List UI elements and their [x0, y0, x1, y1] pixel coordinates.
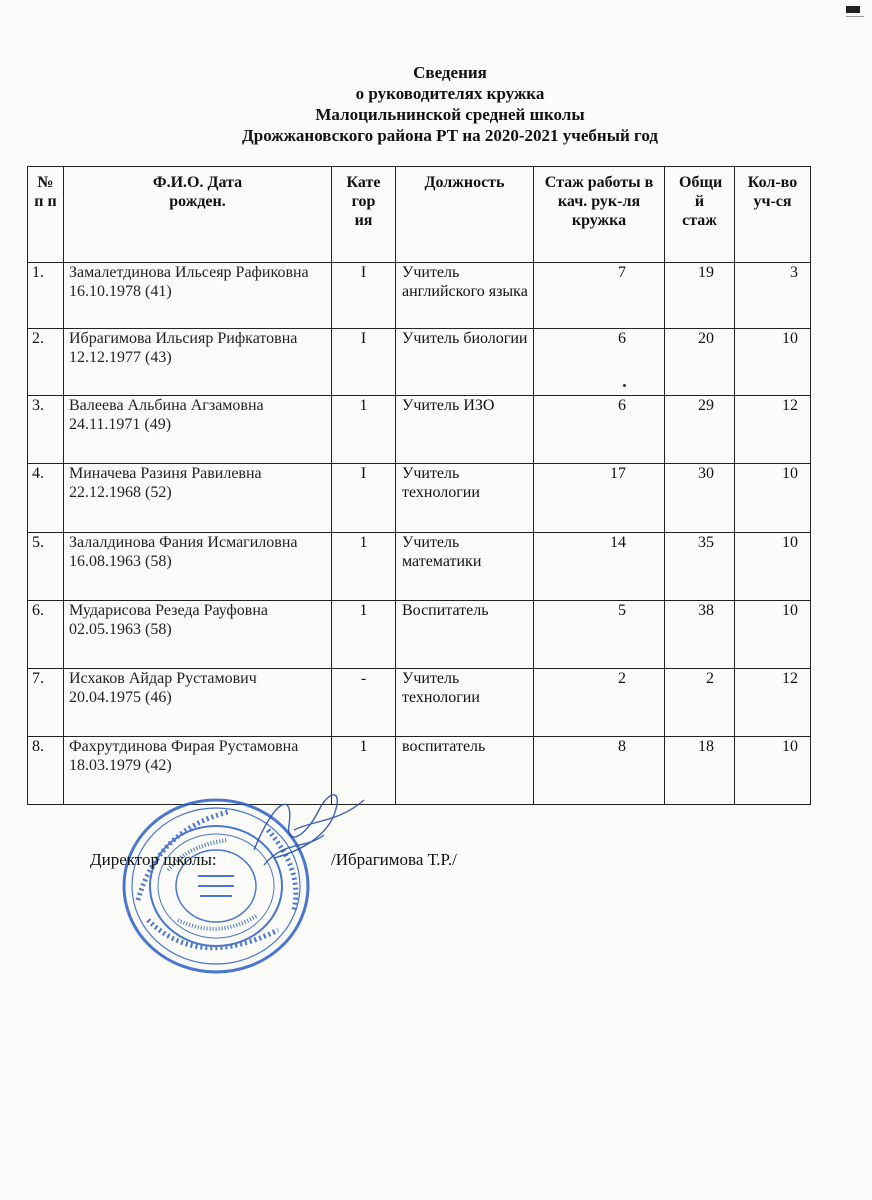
table-row — [28, 533, 811, 601]
table-row — [28, 396, 811, 464]
row-category: I — [332, 329, 396, 396]
row-students-cell — [735, 601, 811, 669]
row-total-exp-cell — [665, 464, 735, 533]
table-row — [28, 263, 811, 329]
row-students-cell — [735, 464, 811, 533]
table-row — [28, 669, 811, 737]
scan-artifact-line — [846, 16, 864, 17]
header-name: Ф.И.О. Дата рожден. — [64, 167, 332, 263]
row-category: I — [332, 263, 396, 329]
director-name: /Ибрагимова Т.Р./ — [331, 850, 457, 869]
row-number: 1. — [28, 263, 64, 329]
table-row — [28, 601, 811, 669]
leaders-table — [27, 166, 811, 805]
row-circle-exp-cell — [534, 601, 665, 669]
row-circle-exp: 6 — [618, 330, 626, 347]
row-birthdate: 16.10.1978 (41) — [69, 283, 172, 300]
director-label: Директор школы: — [90, 850, 217, 869]
row-total-exp-cell — [665, 669, 735, 737]
row-circle-exp: 8 — [618, 738, 626, 755]
row-number: 3. — [28, 396, 64, 464]
row-number: 8. — [28, 737, 64, 805]
row-fullname: Ибрагимова Ильсияр Рифкатовна — [69, 330, 298, 347]
row-total-exp: 2 — [706, 670, 714, 687]
row-birthdate: 24.11.1971 (49) — [69, 416, 172, 433]
row-circle-exp-cell — [534, 464, 665, 533]
table-body — [28, 263, 811, 805]
row-category: 1 — [332, 601, 396, 669]
row-fullname: Исхаков Айдар Рустамович — [69, 670, 257, 687]
row-circle-exp-cell — [534, 533, 665, 601]
row-number: 2. — [28, 329, 64, 396]
row-circle-exp-cell — [534, 329, 665, 396]
row-number: 4. — [28, 464, 64, 533]
row-position: Воспитатель — [396, 601, 534, 669]
row-total-exp: 30 — [698, 465, 714, 482]
row-position: Учитель технологии — [396, 464, 534, 533]
row-position: Учитель математики — [396, 533, 534, 601]
row-category: - — [332, 669, 396, 737]
row-circle-exp-cell — [534, 737, 665, 805]
row-fullname: Фахрутдинова Фирая Рустамовна — [69, 738, 299, 755]
row-students-cell — [735, 669, 811, 737]
row-fullname: Мударисова Резеда Рауфовна — [69, 602, 268, 619]
header-category: Кате гор ия — [332, 167, 396, 263]
row-students: 10 — [782, 465, 798, 482]
row-students: 10 — [782, 330, 798, 347]
row-position: Учитель ИЗО — [396, 396, 534, 464]
row-students: 12 — [782, 670, 798, 687]
header-total-exp: Общи й стаж — [665, 167, 735, 263]
row-name-cell — [64, 464, 332, 533]
row-name-cell — [64, 396, 332, 464]
row-fullname: Валеева Альбина Агзамовна — [69, 397, 264, 414]
row-students: 10 — [782, 738, 798, 755]
row-students: 12 — [782, 397, 798, 414]
title-line-4: Дрожжановского района РТ на 2020-2021 учебный год — [242, 126, 658, 145]
row-total-exp: 20 — [698, 330, 714, 347]
row-total-exp: 35 — [698, 534, 714, 551]
row-birthdate: 20.04.1975 (46) — [69, 689, 172, 706]
row-position: Учитель английского языка — [396, 263, 534, 329]
table-row — [28, 329, 811, 396]
header-num: № п п — [28, 167, 64, 263]
row-total-exp-cell — [665, 533, 735, 601]
row-circle-exp: 5 — [618, 602, 626, 619]
title-line-3: Малоцильнинской средней школы — [315, 105, 585, 124]
row-birthdate: 12.12.1977 (43) — [69, 349, 172, 366]
row-category: 1 — [332, 533, 396, 601]
row-number: 7. — [28, 669, 64, 737]
row-name-cell — [64, 329, 332, 396]
row-students-cell — [735, 329, 811, 396]
row-total-exp: 38 — [698, 602, 714, 619]
row-name-cell — [64, 601, 332, 669]
title-line-2: о руководителях кружка — [355, 84, 545, 103]
row-birthdate: 22.12.1968 (52) — [69, 484, 172, 501]
row-category: 1 — [332, 396, 396, 464]
row-circle-exp: 6 — [618, 397, 626, 414]
row-circle-exp-cell — [534, 396, 665, 464]
row-students-cell — [735, 263, 811, 329]
row-position: Учитель биологии — [396, 329, 534, 396]
row-birthdate: 02.05.1963 (58) — [69, 621, 172, 638]
row-number: 6. — [28, 601, 64, 669]
row-category: I — [332, 464, 396, 533]
row-total-exp-cell — [665, 601, 735, 669]
row-name-cell — [64, 263, 332, 329]
table-header-row — [28, 167, 811, 263]
header-students: Кол-во уч-ся — [735, 167, 811, 263]
row-circle-exp: 14 — [610, 534, 626, 551]
ink-speck — [623, 384, 626, 387]
row-circle-exp: 7 — [618, 264, 626, 281]
row-total-exp: 18 — [698, 738, 714, 755]
row-total-exp-cell — [665, 737, 735, 805]
row-students: 10 — [782, 602, 798, 619]
row-name-cell — [64, 533, 332, 601]
header-position: Должность — [396, 167, 534, 263]
row-total-exp: 19 — [698, 264, 714, 281]
scan-artifact — [846, 6, 860, 13]
row-circle-exp: 17 — [610, 465, 626, 482]
row-total-exp: 29 — [698, 397, 714, 414]
header-circle-exp: Стаж работы в кач. рук-ля кружка — [534, 167, 665, 263]
row-circle-exp-cell — [534, 669, 665, 737]
row-circle-exp: 2 — [618, 670, 626, 687]
row-circle-exp-cell — [534, 263, 665, 329]
document-title — [0, 62, 872, 146]
row-position: воспитатель — [396, 737, 534, 805]
row-students-cell — [735, 533, 811, 601]
row-students: 10 — [782, 534, 798, 551]
row-position: Учитель технологии — [396, 669, 534, 737]
table-row — [28, 464, 811, 533]
row-students-cell — [735, 737, 811, 805]
row-total-exp-cell — [665, 263, 735, 329]
row-fullname: Залалдинова Фания Исмагиловна — [69, 534, 298, 551]
row-birthdate: 16.08.1963 (58) — [69, 553, 172, 570]
row-students: 3 — [790, 264, 798, 281]
row-name-cell — [64, 669, 332, 737]
title-line-1: Сведения — [413, 63, 487, 82]
row-total-exp-cell — [665, 329, 735, 396]
row-total-exp-cell — [665, 396, 735, 464]
row-fullname: Замалетдинова Ильсеяр Рафиковна — [69, 264, 309, 281]
row-category: 1 — [332, 737, 396, 805]
row-number: 5. — [28, 533, 64, 601]
row-birthdate: 18.03.1979 (42) — [69, 757, 172, 774]
row-students-cell — [735, 396, 811, 464]
row-fullname: Миначева Разиня Равилевна — [69, 465, 262, 482]
